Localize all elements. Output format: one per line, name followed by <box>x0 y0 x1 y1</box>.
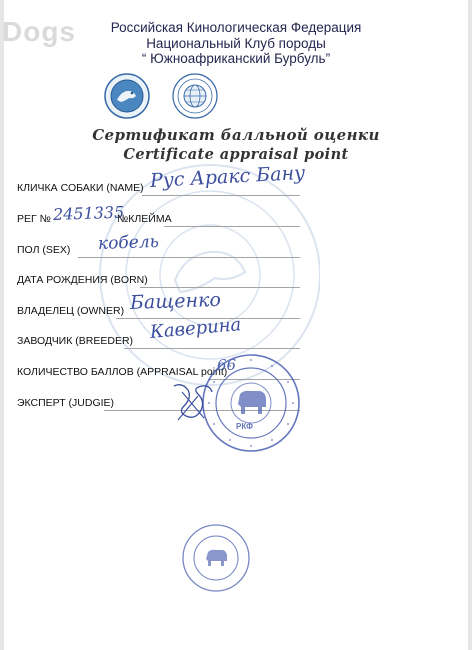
sex-value: кобель <box>97 231 160 254</box>
brand-number-line <box>164 226 300 227</box>
appraisal-points-label: КОЛИЧЕСТВО БАЛЛОВ (APPRAISAL point) <box>17 366 228 378</box>
reg-number-value: 2451335 <box>52 202 125 224</box>
certificate-title-en: Certificate appraisal point <box>123 146 349 163</box>
rkf-globe-emblem-icon <box>171 72 219 120</box>
breeder-value: Каверина <box>149 314 243 343</box>
club-name: Национальный Клуб породы <box>146 36 326 51</box>
owner-label: ВЛАДЕЛЕЦ (OWNER) <box>17 305 125 317</box>
dog-name-value: Рус Аракс Бану <box>149 161 306 192</box>
appraisal-points-value: 66 <box>217 356 237 374</box>
reg-number-label: РЕГ № <box>17 213 51 225</box>
breeder-label: ЗАВОДЧИК (BREEDER) <box>17 335 134 347</box>
sex-line <box>78 257 300 258</box>
brand-number-label: №КЛЕЙМА <box>117 213 172 225</box>
breed-name: “ Южноафриканский Бурбуль” <box>141 51 331 66</box>
born-label: ДАТА РОЖДЕНИЯ (BORN) <box>17 274 148 286</box>
stamp-center-text: РКФ <box>236 422 253 431</box>
page-left-edge <box>0 0 4 650</box>
club-emblem-icon <box>103 72 151 120</box>
page-right-edge <box>468 0 472 650</box>
small-seal <box>180 522 252 594</box>
sex-label: ПОЛ (SEX) <box>17 244 71 256</box>
federation-name: Российская Кинологическая Федерация <box>110 20 362 35</box>
site-watermark: Dogs <box>2 16 76 47</box>
judge-signature <box>168 376 216 428</box>
dog-name-line <box>142 195 300 196</box>
certificate-title-ru: Сертификат балльной оценки <box>92 126 380 144</box>
dog-name-label: КЛИЧКА СОБАКИ (NAME) <box>17 182 144 194</box>
judge-label: ЭКСПЕРТ (JUDGIE) <box>17 397 115 409</box>
owner-value: Бащенко <box>129 288 222 314</box>
breeder-line <box>124 348 300 349</box>
